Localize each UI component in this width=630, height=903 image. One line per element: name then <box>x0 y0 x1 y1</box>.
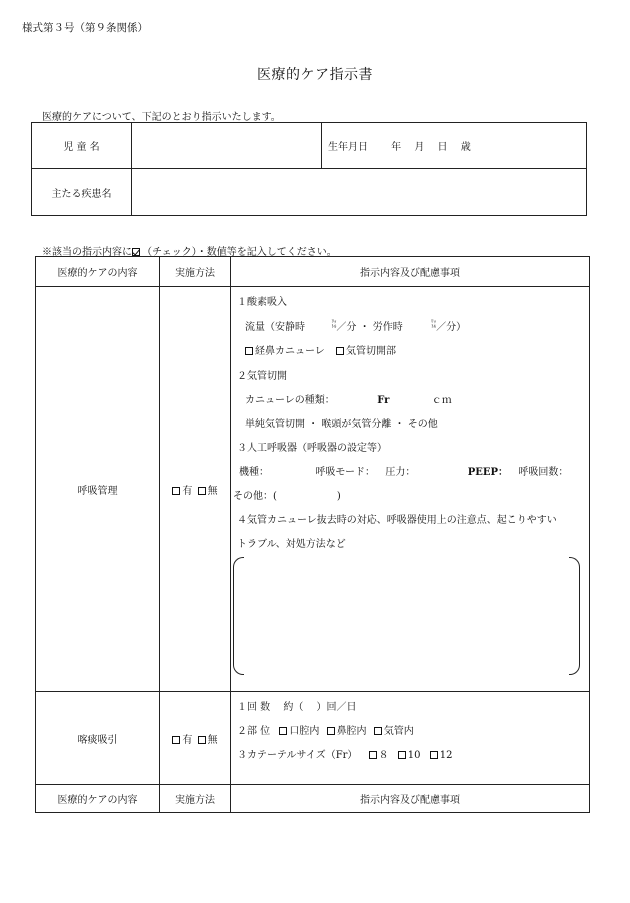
respiratory-yes-label: 有 <box>182 485 193 497</box>
oxygen-route <box>245 342 396 357</box>
notes-textarea[interactable] <box>233 557 580 673</box>
nasal-cannula-label: 経鼻カニューレ <box>255 346 325 357</box>
cannula-type-label: カニューレの種類： <box>245 395 335 406</box>
catheter-size <box>237 746 452 761</box>
suction-no-label: 無 <box>207 734 218 746</box>
left-bracket <box>233 557 244 675</box>
footer-method: 実施方法 <box>160 785 231 813</box>
respiratory-no-label: 無 <box>207 485 218 497</box>
oral-label: 口腔内 <box>289 726 320 737</box>
ventilator-heading: ３人工呼吸器（呼吸器の設定等） <box>237 443 387 454</box>
respiratory-label: 呼吸管理 <box>36 287 160 692</box>
notes-heading-2: トラブル、対処方法など <box>237 539 346 550</box>
suction-yes-checkbox[interactable] <box>172 736 180 744</box>
resp-count-label: 呼吸回数： <box>518 467 569 478</box>
suction-instructions <box>231 692 590 785</box>
suction-times: １回 数 約（ ）回／日 <box>237 702 357 713</box>
suction-method <box>160 692 231 785</box>
site-label: ２部 位 <box>237 726 271 737</box>
child-name-field[interactable] <box>132 123 322 169</box>
ventilator-model-label: 機種： <box>239 467 269 478</box>
oxygen-heading: １酸素吸入 <box>237 297 287 308</box>
catheter-label: ３カテーテルサイズ（Fr） <box>237 750 358 761</box>
liter-unit: ﾘｯ ﾄﾙ <box>331 319 337 330</box>
child-name-label: 児 童 名 <box>32 123 132 169</box>
patient-info-table <box>31 122 587 216</box>
ventilator-mode-label: 呼吸モード： <box>315 467 375 478</box>
oxygen-flow <box>245 318 466 333</box>
respiratory-no-checkbox[interactable] <box>198 487 206 495</box>
flow-exertion-label: ／分 ・ 労作時 <box>336 322 403 333</box>
size-8-checkbox[interactable] <box>369 751 377 759</box>
care-table <box>35 256 590 813</box>
size-10-checkbox[interactable] <box>398 751 406 759</box>
header-method: 実施方法 <box>160 257 231 287</box>
oral-checkbox[interactable] <box>279 727 287 735</box>
trach-types: 単純気管切開 ・ 喉頭が気管分離 ・ その他 <box>245 419 438 430</box>
flow-end-label: ／分） <box>436 322 467 333</box>
header-care-content: 医療的ケアの内容 <box>36 257 160 287</box>
birthdate-field[interactable]: 生年月日 年 月 日 歳 <box>322 123 587 169</box>
trach-site-checkbox[interactable] <box>336 347 344 355</box>
size-8-label: ８ <box>378 750 389 761</box>
footer-care-content: 医療的ケアの内容 <box>36 785 160 813</box>
notes-heading-1: ４気管カニューレ抜去時の対応、呼吸器使用上の注意点、起こりやすい <box>237 515 557 526</box>
document-title: 医療的ケア指示書 <box>257 67 373 83</box>
trach-site-label: 気管切開部 <box>346 346 396 357</box>
nasal-cannula-checkbox[interactable] <box>245 347 253 355</box>
disease-field[interactable] <box>132 169 587 216</box>
ventilator-settings <box>239 463 568 478</box>
size-10-label: 10 <box>407 750 421 761</box>
flow-rest-label: 流量（安静時 <box>245 322 305 333</box>
respiratory-method <box>160 287 231 692</box>
suction-label: 喀痰吸引 <box>36 692 160 785</box>
size-12-label: 12 <box>439 750 453 761</box>
ventilator-pressure-label: 圧力： <box>385 467 416 478</box>
intro-text: 医療的ケアについて、下記のとおり指示いたします。 <box>42 112 281 123</box>
cannula-type <box>245 391 452 406</box>
liter-unit: ﾘｯ ﾄﾙ <box>431 319 437 330</box>
suction-yes-label: 有 <box>182 734 193 746</box>
form-number: 様式第３号（第９条関係） <box>22 22 148 34</box>
note-suffix: （チェック）・数値等を記入してください。 <box>142 247 337 258</box>
suction-site <box>237 722 414 737</box>
note-prefix: ※該当の指示内容に <box>42 247 132 258</box>
tracheostomy-heading: ２気管切開 <box>237 371 287 382</box>
respiratory-instructions <box>231 287 590 692</box>
disease-label: 主たる疾患名 <box>32 169 132 216</box>
cannula-cm-unit: ｃｍ <box>431 395 452 406</box>
right-bracket <box>569 557 580 675</box>
footer-instructions: 指示内容及び配慮事項 <box>231 785 590 813</box>
header-instructions: 指示内容及び配慮事項 <box>231 257 590 287</box>
ventilator-other: その他：( ) <box>233 491 341 502</box>
trachea-label: 気管内 <box>383 726 414 737</box>
trachea-checkbox[interactable] <box>374 727 382 735</box>
suction-no-checkbox[interactable] <box>198 736 206 744</box>
cannula-fr-unit: Fr <box>377 395 390 406</box>
nasal-checkbox[interactable] <box>327 727 335 735</box>
checked-box-icon <box>132 248 140 256</box>
size-12-checkbox[interactable] <box>430 751 438 759</box>
peep-label: PEEP： <box>467 467 509 478</box>
nasal-label: 鼻腔内 <box>336 726 367 737</box>
respiratory-yes-checkbox[interactable] <box>172 487 180 495</box>
